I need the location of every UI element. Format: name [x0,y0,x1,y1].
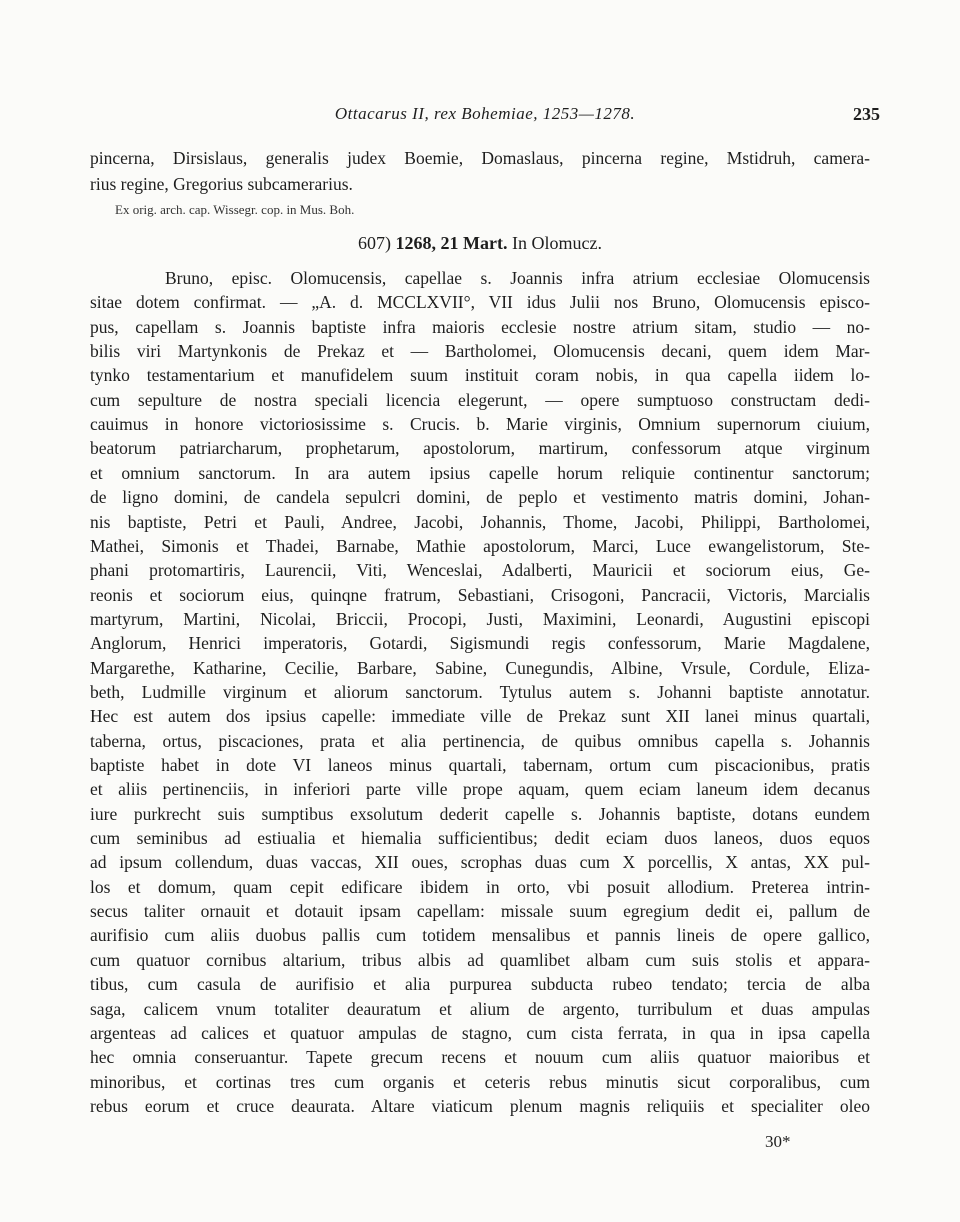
text-line: saga, calicem vnum totaliter deauratum et alium de argento, turribulum et duas ampulas [90,998,870,1019]
source-note: Ex orig. arch. cap. Wissegr. cop. in Mus. Boh. [115,202,355,217]
text-line: iure purkrecht suis sumptibus exsolutum dederit capelle s. Johannis baptiste, dotans eundem [90,803,870,824]
document-place: In Olomucz. [512,233,602,253]
text-line: et aliis pertinenciis, in inferiori parte ville prope aquam, quem eciam laneum idem decanus [90,779,870,800]
text-line: baptiste habet in dote VI laneos minus quartali, tabernam, ortum cum piscacionibus, pratis [90,755,870,775]
text-line: Mathei, Simonis et Thadei, Barnabe, Mathie apostolorum, Marci, Luce ewangelistorum, Ste- [90,535,870,556]
text-line: et omnium sanctorum. In ara autem ipsius capelle horum reliquie continentur sanctorum; [90,462,870,483]
text-line: beatorum patriarcharum, prophetarum, apostolorum, martirum, confessorum atque virginum [90,438,870,459]
text-line: cum sepulture de nostra speciali licencia elegerunt, — opere sumptuoso constructam dedi- [90,389,870,410]
text-line: secus taliter ornauit et dotauit ipsam capellam: missale suum egregium dedit ei, pallum de [90,901,870,922]
prev-text-line: pincerna, Dirsislaus, generalis judex Boemie, Domaslaus, pincerna regine, Mstidruh, camera- [90,148,870,168]
text-line: phani protomartiris, Laurencii, Viti, Wenceslai, Adalberti, Mauricii et sociorum eius, Ge- [90,560,870,581]
text-line: rebus eorum et cruce deaurata. Altare viaticum plenum magnis reliquiis et specialiter oleo [90,1095,870,1116]
text-line: aurifisio cum aliis duobus pallis cum totidem mensalibus et pannis lineis de opere gallico, [90,925,870,946]
document-date: 1268, 21 Mart. [395,233,508,253]
page-number: 235 [853,104,880,124]
text-line: taberna, ortus, piscaciones, prata et alia pertinencia, de quibus omnibus capella s. Johannis [90,730,870,751]
text-line: los et domum, quam cepit edificare ibidem in orto, vbi posuit allodium. Preterea intrin- [90,876,870,897]
text-line: pus, capellam s. Joannis baptiste infra maioris ecclesie nostre atrium sitam, studio — no- [90,316,870,337]
text-line: Margarethe, Katharine, Cecilie, Barbare, Sabine, Cunegundis, Albine, Vrsule, Cordule, Eliza- [90,657,870,678]
text-line: bilis viri Martynkonis de Prekaz et — Bartholomei, Olomucensis decani, quem idem Mar- [90,341,870,362]
prev-text-line: rius regine, Gregorius subcamerarius. [90,174,353,194]
text-line: Hec est autem dos ipsius capelle: immediate ville de Prekaz sunt XII lanei minus quartali, [90,706,870,727]
text-line: tynko testamentarium et manufidelem suum instituit coram nobis, in qua capella iidem lo- [90,365,870,386]
document-heading [0,233,960,254]
text-line: hec omnia conseruantur. Tapete grecum recens et nouum cum aliis quatuor maioribus et [90,1047,870,1068]
text-line: minoribus, et cortinas tres cum organis et ceteris rebus minutis sicut corporalibus, cum [90,1071,870,1092]
text-line: cauimus in honore victoriosissime s. Crucis. b. Marie virginis, Omnium supernorum ciuium, [90,414,870,435]
text-line: nis baptiste, Petri et Pauli, Andree, Jacobi, Johannis, Thome, Jacobi, Philippi, Bartholomei, [90,511,870,532]
text-line: cum seminibus ad estiualia et hiemalia sufficientibus; dedit eciam duos laneos, duos equos [90,828,870,849]
text-line: ad ipsum collendum, duas vaccas, XII oues, scrophas duas cum X porcellis, X antas, XX pul- [90,852,870,873]
text-line: Anglorum, Henrici imperatoris, Gotardi, Sigismundi regis confessorum, Marie Magdalene, [90,633,870,654]
text-line: beth, Ludmille virginum et aliorum sanctorum. Tytulus autem s. Johanni baptiste annotatur. [90,681,870,702]
text-line: de ligno domini, de candela sepulcri domini, de peplo et vestimento matris domini, Johan- [90,487,870,508]
signature-mark: 30* [765,1132,791,1151]
text-line: sitae dotem confirmat. — „A. d. MCCLXVII°, VII idus Julii nos Bruno, Olomucensis episco- [90,292,870,313]
text-line: martyrum, Martini, Nicolai, Briccii, Procopi, Justi, Maximini, Leonardi, Augustini episcopi [90,608,870,629]
text-line: Bruno, episc. Olomucensis, capellae s. Joannis infra atrium ecclesiae Olomucensis [165,268,870,288]
text-line: reonis et sociorum eius, quinqne fratrum, Sebastiani, Crisogoni, Pancracii, Victoris, Marcialis [90,584,870,605]
text-line: argenteas ad calices et quatuor ampulas de stagno, cum cista ferrata, in qua in ipsa capella [90,1022,870,1043]
document-number: 607) [358,233,392,253]
text-line: cum quatuor cornibus altarium, tribus albis ad quamlibet albam cum suis stolis et appara- [90,949,870,970]
text-line: tibus, cum casula de aurifisio et alia purpurea subducta rubeo tendato; tercia de alba [90,974,870,995]
running-head [90,104,880,128]
running-title: Ottacarus II, rex Bohemiae, 1253—1278. [334,104,636,123]
